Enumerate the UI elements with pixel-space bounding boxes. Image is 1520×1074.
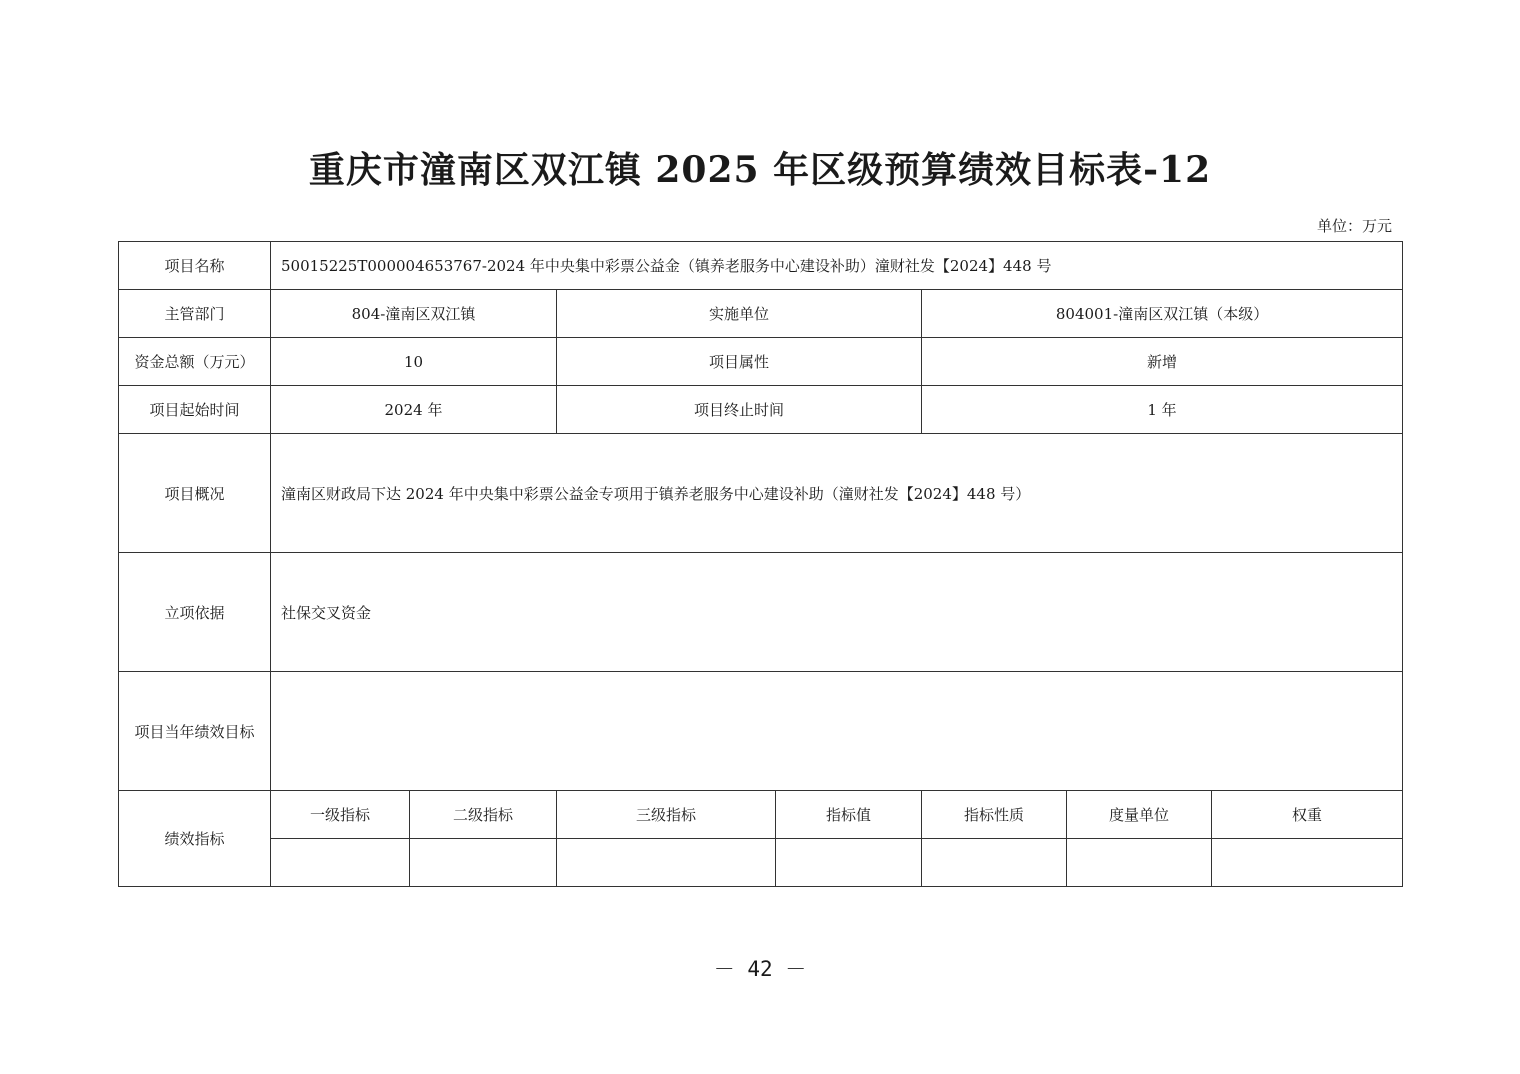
start-time-label: 项目起始时间 bbox=[119, 386, 271, 434]
indicator-cell-nature bbox=[922, 839, 1067, 887]
indicator-header-value: 指标值 bbox=[776, 791, 922, 839]
indicator-header-unit: 度量单位 bbox=[1067, 791, 1212, 839]
project-name-label: 项目名称 bbox=[119, 242, 271, 290]
indicator-cell-level2 bbox=[410, 839, 557, 887]
table-row-goal bbox=[119, 672, 1403, 791]
department-label: 主管部门 bbox=[119, 290, 271, 338]
total-funds-label: 资金总额（万元） bbox=[119, 338, 271, 386]
indicators-label: 绩效指标 bbox=[119, 791, 271, 887]
department-value: 804-潼南区双江镇 bbox=[271, 290, 557, 338]
table-row-overview bbox=[119, 434, 1403, 553]
indicator-cell-level3 bbox=[557, 839, 776, 887]
indicator-header-level2: 二级指标 bbox=[410, 791, 557, 839]
project-name-value: 50015225T000004653767-2024 年中央集中彩票公益金（镇养老服务中心建设补助）潼财社发【2024】448 号 bbox=[271, 242, 1403, 290]
indicator-cell-value bbox=[776, 839, 922, 887]
indicator-header-weight: 权重 bbox=[1212, 791, 1403, 839]
annual-goal-label: 项目当年绩效目标 bbox=[119, 672, 271, 791]
start-time-value: 2024 年 bbox=[271, 386, 557, 434]
table-row-project-name bbox=[119, 242, 1403, 290]
overview-label: 项目概况 bbox=[119, 434, 271, 553]
table-row-time bbox=[119, 386, 1403, 434]
page-number: － 42 － bbox=[713, 957, 807, 981]
implementing-unit-label: 实施单位 bbox=[557, 290, 922, 338]
end-time-label: 项目终止时间 bbox=[557, 386, 922, 434]
end-time-value: 1 年 bbox=[922, 386, 1403, 434]
annual-goal-value bbox=[271, 672, 1403, 791]
basis-value: 社保交叉资金 bbox=[271, 553, 1403, 672]
total-funds-value: 10 bbox=[271, 338, 557, 386]
page-title: 重庆市潼南区双江镇 2025 年区级预算绩效目标表-12 bbox=[308, 149, 1212, 191]
implementing-unit-value: 804001-潼南区双江镇（本级） bbox=[922, 290, 1403, 338]
table-row-indicator-empty bbox=[119, 839, 1403, 887]
project-attribute-value: 新增 bbox=[922, 338, 1403, 386]
table-row-funds bbox=[119, 338, 1403, 386]
indicator-header-nature: 指标性质 bbox=[922, 791, 1067, 839]
indicator-cell-weight bbox=[1212, 839, 1403, 887]
overview-value: 潼南区财政局下达 2024 年中央集中彩票公益金专项用于镇养老服务中心建设补助（潼财社发【2024】448 号） bbox=[271, 434, 1403, 553]
table-row-department bbox=[119, 290, 1403, 338]
budget-performance-table bbox=[118, 241, 1403, 887]
project-attribute-label: 项目属性 bbox=[557, 338, 922, 386]
table-row-basis bbox=[119, 553, 1403, 672]
table-row-indicator-header bbox=[119, 791, 1403, 839]
indicator-header-level1: 一级指标 bbox=[271, 791, 410, 839]
indicator-header-level3: 三级指标 bbox=[557, 791, 776, 839]
basis-label: 立项依据 bbox=[119, 553, 271, 672]
indicator-cell-unit bbox=[1067, 839, 1212, 887]
indicator-cell-level1 bbox=[271, 839, 410, 887]
unit-label: 单位：万元 bbox=[1316, 217, 1392, 235]
